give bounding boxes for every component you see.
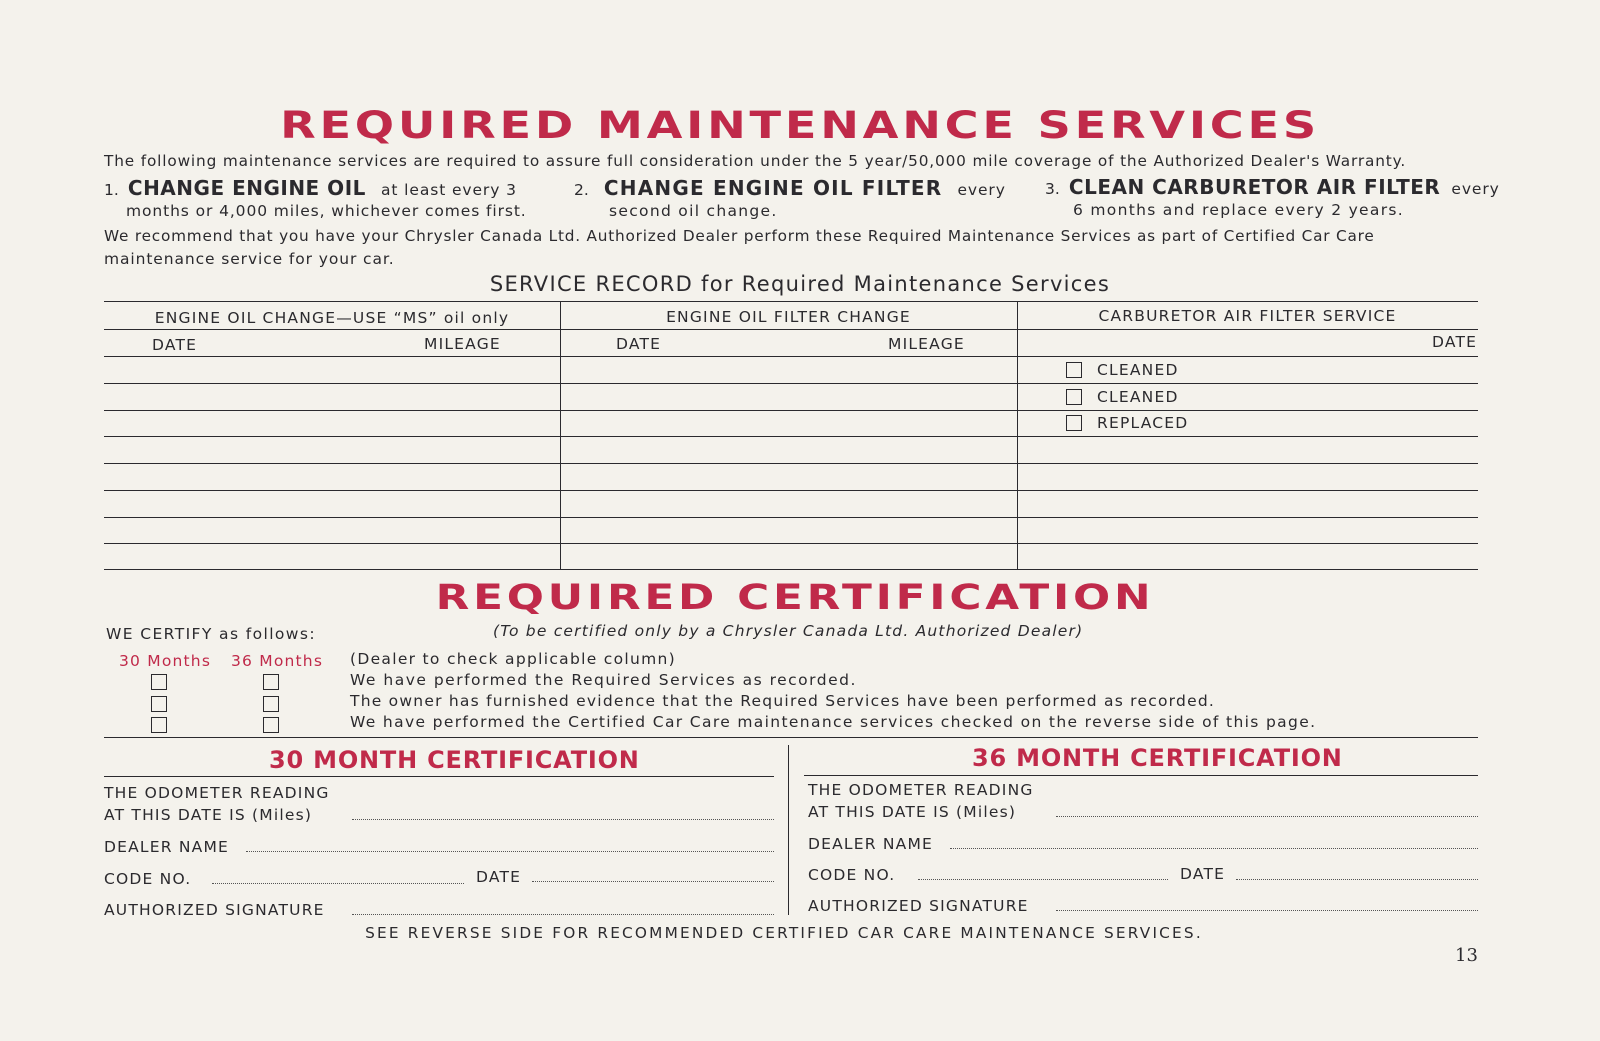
air-filter-checkbox-3[interactable]: [1066, 415, 1082, 431]
col2-mileage-header: MILEAGE: [888, 335, 965, 353]
cert-36-odometer-field[interactable]: [1056, 816, 1478, 817]
service-record-title: SERVICE RECORD for Required Maintenance Services: [489, 272, 1111, 296]
item-2-tail: every: [957, 181, 1006, 199]
item-2: [574, 176, 1006, 200]
cert-30-odometer-label-1: THE ODOMETER READING: [104, 784, 330, 802]
recommend-line-2: maintenance service for your car.: [104, 250, 395, 268]
cert-36-date-field[interactable]: [1236, 879, 1478, 880]
footer-note: SEE REVERSE SIDE FOR RECOMMENDED CERTIFIED CAR CARE MAINTENANCE SERVICES.: [365, 924, 1203, 942]
cert-30-signature-label: AUTHORIZED SIGNATURE: [104, 901, 325, 919]
col-header-oil-change: ENGINE OIL CHANGE—USE “MS” oil only: [154, 309, 510, 327]
cert-30-checkbox-3[interactable]: [151, 717, 167, 733]
cert-36-signature-field[interactable]: [1056, 910, 1478, 911]
col1-date-header: DATE: [152, 336, 198, 354]
item-1: [104, 176, 517, 200]
cert-30-date-label: DATE: [476, 868, 522, 886]
cert-36-checkbox-3[interactable]: [263, 717, 279, 733]
cert-36-dealer-label: DEALER NAME: [808, 835, 934, 853]
item-2-heading: CHANGE ENGINE OIL FILTER: [603, 176, 943, 200]
cert-36-odometer-label-2: AT THIS DATE IS (Miles): [808, 803, 1017, 821]
cert-36-code-label: CODE NO.: [808, 866, 896, 884]
cert-30-dealer-label: DEALER NAME: [104, 838, 230, 856]
cert-36-dealer-field[interactable]: [950, 848, 1478, 849]
cert-30-code-field[interactable]: [212, 883, 464, 884]
cert-30-date-field[interactable]: [532, 881, 774, 882]
col-header-air-filter: CARBURETOR AIR FILTER SERVICE: [1098, 307, 1397, 325]
statement-2: The owner has furnished evidence that the Required Services have been performed as recorded.: [350, 692, 1216, 710]
item-1-line2: months or 4,000 miles, whichever comes first.: [126, 202, 527, 220]
col1-mileage-header: MILEAGE: [424, 335, 501, 353]
statement-1: We have performed the Required Services as recorded.: [350, 671, 857, 689]
item-3-number: 3.: [1045, 180, 1060, 198]
cert-36-checkbox-1[interactable]: [263, 674, 279, 690]
cert-36-signature-label: AUTHORIZED SIGNATURE: [808, 897, 1029, 915]
months-30-label: 30 Months: [119, 652, 212, 670]
cert-30-checkbox-2[interactable]: [151, 696, 167, 712]
certification-note: (To be certified only by a Chrysler Canada Ltd. Authorized Dealer): [493, 622, 1084, 640]
cert-30-dealer-field[interactable]: [246, 851, 774, 852]
cert-30-title: 30 MONTH CERTIFICATION: [269, 746, 640, 774]
cert-30-code-label: CODE NO.: [104, 870, 192, 888]
cert-36-code-field[interactable]: [918, 879, 1168, 880]
air-filter-label-1: CLEANED: [1097, 361, 1179, 379]
cert-36-date-label: DATE: [1180, 865, 1226, 883]
cert-30-signature-field[interactable]: [352, 914, 774, 915]
cert-36-odometer-label-1: THE ODOMETER READING: [808, 781, 1034, 799]
cert-30-odometer-field[interactable]: [352, 819, 774, 820]
air-filter-label-2: CLEANED: [1097, 388, 1179, 406]
months-36-label: 36 Months: [231, 652, 324, 670]
air-filter-checkbox-2[interactable]: [1066, 389, 1082, 405]
air-filter-checkbox-1[interactable]: [1066, 362, 1082, 378]
page-title: REQUIRED MAINTENANCE SERVICES: [280, 104, 1320, 147]
col3-date-header: DATE: [1432, 333, 1478, 351]
certification-title: REQUIRED CERTIFICATION: [435, 578, 1155, 618]
we-certify-label: WE CERTIFY as follows:: [106, 625, 316, 643]
cert-30-checkbox-1[interactable]: [151, 674, 167, 690]
col-header-oil-filter: ENGINE OIL FILTER CHANGE: [666, 308, 911, 326]
recommend-line-1: We recommend that you have your Chrysler Canada Ltd. Authorized Dealer perform these Required Maintenance Services as part of Certified Car Care: [104, 227, 1375, 245]
item-2-line2: second oil change.: [609, 202, 778, 220]
cert-36-checkbox-2[interactable]: [263, 696, 279, 712]
item-1-heading: CHANGE ENGINE OIL: [127, 176, 366, 200]
item-2-number: 2.: [574, 181, 589, 199]
item-3-heading: CLEAN CARBURETOR AIR FILTER: [1068, 175, 1441, 199]
cert-36-title: 36 MONTH CERTIFICATION: [972, 744, 1343, 772]
item-3-tail: every: [1451, 180, 1500, 198]
statement-3: We have performed the Certified Car Care maintenance services checked on the reverse side of this page.: [350, 713, 1317, 731]
item-1-number: 1.: [104, 181, 119, 199]
cert-30-odometer-label-2: AT THIS DATE IS (Miles): [104, 806, 313, 824]
statement-note: (Dealer to check applicable column): [350, 650, 676, 668]
intro-text: The following maintenance services are required to assure full consideration under the 5 year/50,000 mile coverage of the Authorized Dealer's Warranty.: [104, 152, 1407, 170]
item-3-line2: 6 months and replace every 2 years.: [1073, 201, 1404, 219]
page-number: 13: [1455, 945, 1478, 966]
col2-date-header: DATE: [616, 335, 662, 353]
item-3: [1045, 175, 1500, 199]
item-1-tail: at least every 3: [380, 181, 517, 199]
air-filter-label-3: REPLACED: [1097, 414, 1189, 432]
